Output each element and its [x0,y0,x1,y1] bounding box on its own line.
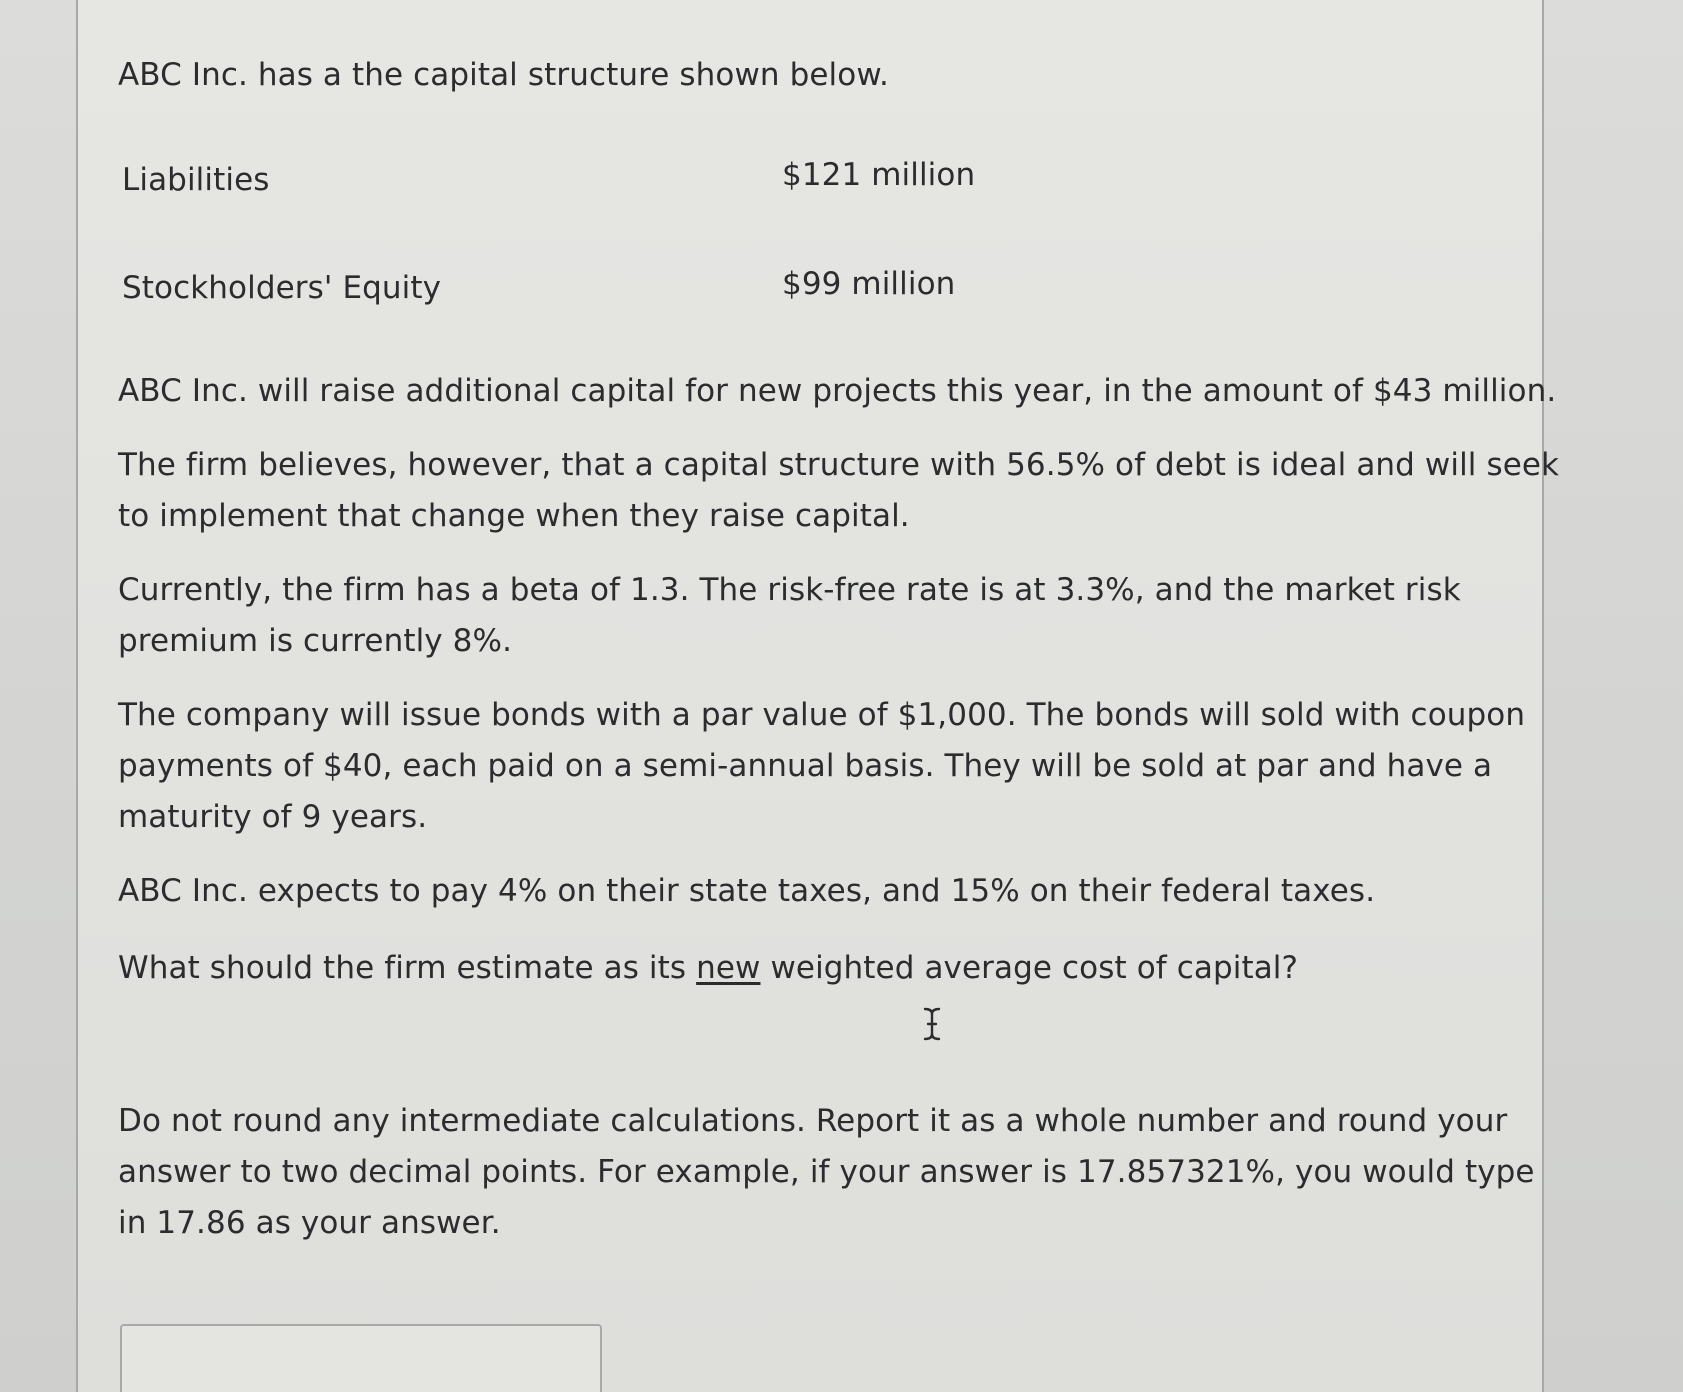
structure-line-2: to implement that change when they raise capital. [118,498,910,534]
equity-label: Stockholders' Equity [122,270,442,306]
liabilities-value: $121 million [782,157,976,193]
liabilities-label: Liabilities [122,162,270,198]
beta-line-1: Currently, the firm has a beta of 1.3. The risk-free rate is at 3.3%, and the market risk [118,572,1461,608]
answer-input[interactable] [120,1324,602,1392]
instruction-line-1: Do not round any intermediate calculations. Report it as a whole number and round your [118,1103,1508,1139]
bond-line-2: payments of $40, each paid on a semi-annual basis. They will be sold at par and have a [118,748,1493,784]
wacc-question-after: weighted average cost of capital? [760,950,1299,986]
beta-line-2: premium is currently 8%. [118,623,513,659]
bond-line-3: maturity of 9 years. [118,799,428,835]
tax-line: ABC Inc. expects to pay 4% on their state taxes, and 15% on their federal taxes. [118,873,1376,909]
instruction-line-3: in 17.86 as your answer. [118,1205,501,1241]
bond-line-1: The company will issue bonds with a par value of $1,000. The bonds will sold with coupon [118,697,1526,733]
structure-line-1: The firm believes, however, that a capital structure with 56.5% of debt is ideal and will seek [118,447,1560,483]
question-intro: ABC Inc. has a the capital structure shown below. [118,57,889,93]
text-cursor-icon [922,1006,942,1042]
wacc-question-emphasis: new [696,950,761,986]
wacc-question [118,943,1298,994]
raise-capital-line: ABC Inc. will raise additional capital for new projects this year, in the amount of $43 million. [118,373,1557,409]
wacc-question-before: What should the firm estimate as its [118,950,697,986]
instruction-line-2: answer to two decimal points. For example, if your answer is 17.857321%, you would type [118,1154,1535,1190]
equity-value: $99 million [782,266,956,302]
